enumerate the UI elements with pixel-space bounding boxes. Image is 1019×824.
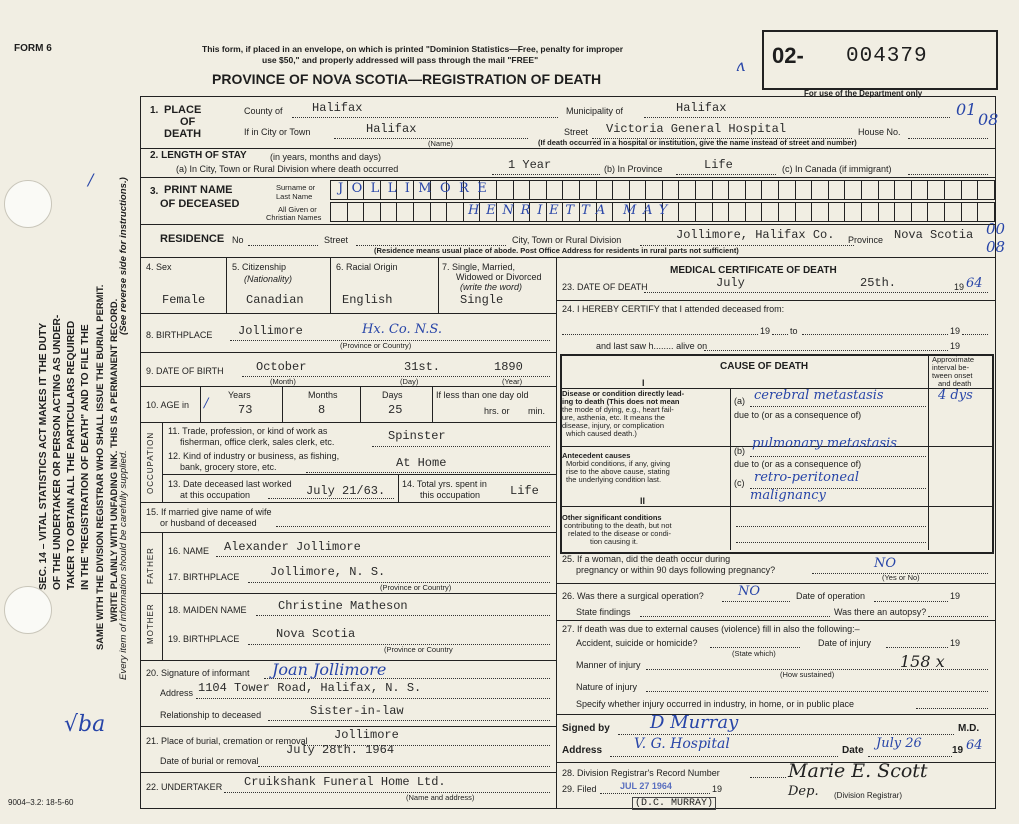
lessday-label: If less than one day old	[436, 390, 529, 400]
county-value: Halifax	[312, 101, 363, 115]
addr-value: V. G. Hospital	[634, 736, 730, 752]
spouse-label-b: or husband of deceased	[160, 518, 257, 528]
mother-bp-label: 19. BIRTHPLACE	[168, 634, 240, 644]
lastworked-line	[268, 498, 394, 499]
surgery-value: NO	[738, 584, 761, 599]
punch-hole-top	[4, 180, 52, 228]
dept-code-2: 08	[978, 110, 999, 129]
side-line-1: SEC. 14 – VITAL STATISTICS ACT MAKES IT THE DUTY	[38, 322, 49, 590]
name-label-b: OF DECEASED	[160, 198, 240, 210]
rule-7	[140, 386, 556, 387]
burial-date: July 28th. 1964	[286, 743, 395, 757]
name-label-a: PRINT NAME	[164, 184, 233, 196]
industry-value: At Home	[396, 456, 447, 470]
dod-year-prefix: 19	[954, 282, 965, 292]
side-line-8: Every item of information should be carefully supplied.	[118, 450, 129, 680]
medical-heading: MEDICAL CERTIFICATE OF DEATH	[670, 265, 837, 276]
injury-date-line	[886, 647, 948, 648]
place-label-c: DEATH	[164, 128, 202, 140]
given-label-b: Christian Names	[266, 213, 322, 222]
dod-label: 23. DATE OF DEATH	[562, 282, 648, 292]
father-name-line	[216, 556, 550, 557]
form-number: FORM 6	[14, 43, 52, 54]
side-line-5: SAME WITH THE DIVISION REGISTRAR WHO SHALL ISSUE THE BURIAL PERMIT.	[94, 284, 105, 650]
cause-a-label: (a)	[734, 396, 745, 406]
place-num: 1.	[150, 105, 159, 116]
mother-side: MOTHER	[146, 603, 155, 644]
dob-month: October	[256, 360, 307, 374]
dob-day: 31st.	[404, 360, 441, 374]
md-label: M.D.	[958, 723, 980, 734]
residence-division-label: City, Town or Rural Division	[512, 235, 622, 245]
spouse-line	[276, 526, 550, 527]
disease-e: disease, injury, or complication	[562, 421, 664, 430]
certify-line-4	[962, 334, 988, 335]
rule-m4	[556, 714, 996, 715]
dept-code-4: 08	[986, 238, 1006, 256]
rule-8	[140, 422, 556, 423]
regnum-label: 28. Division Registrar's Record Number	[562, 768, 720, 778]
alive-label: and last saw h........ alive on	[596, 341, 708, 351]
cause-a-line	[750, 406, 926, 407]
antecedent-c: rise to the above cause, stating	[566, 467, 670, 476]
page-title: PROVINCE OF NOVA SCOTIA—REGISTRATION OF DEATH	[212, 71, 602, 87]
blue-mark: ʌ	[736, 56, 746, 75]
totalyrs-label-a: 14. Total yrs. spent in	[402, 479, 487, 489]
parent-divider	[162, 532, 163, 660]
pregnancy-caption: (Yes or No)	[882, 573, 920, 582]
age-years: 73	[238, 403, 253, 417]
house-line	[908, 138, 988, 139]
birthplace-caption: (Province or Country)	[340, 341, 412, 350]
lastworked-value: July 21/63.	[306, 484, 386, 498]
stay-a-value: 1 Year	[508, 158, 552, 172]
registration-number: 004379	[846, 45, 928, 68]
certify-line-1	[562, 334, 758, 335]
findings-line	[640, 616, 830, 617]
origin-value: English	[342, 293, 393, 307]
accident-label: Accident, suicide or homicide?	[576, 638, 698, 648]
pregnancy-value: NO	[874, 556, 897, 571]
dob-year: 1890	[494, 360, 523, 374]
state-findings: State findings	[576, 607, 631, 617]
dod-line	[644, 292, 988, 293]
father-bp: Jollimore, N. S.	[270, 565, 386, 579]
antecedent-a: Antecedent causes	[562, 451, 631, 460]
age-divider-4	[432, 386, 433, 422]
op-date-19: 19	[950, 591, 961, 601]
interval-a: Approximate	[932, 355, 975, 364]
side-line-4: IN THE "REGISTRATION OF DEATH" AND TO FILE THE	[80, 324, 91, 590]
roman-ii: II	[640, 496, 646, 506]
check-mark: /	[88, 170, 94, 189]
mother-name: Christine Matheson	[278, 599, 408, 613]
cause-b-line	[750, 456, 926, 457]
signed-label: Signed by	[562, 723, 610, 734]
dob-day-caption: (Day)	[400, 377, 419, 386]
side-line-3: TAKER TO OBTAIN ALL THE PARTICULARS REQUIRED	[66, 320, 77, 590]
due-to-2: due to (or as a consequence of)	[734, 459, 862, 469]
rule-2	[140, 177, 996, 178]
antecedent-d: the underlying condition last.	[566, 475, 662, 484]
mother-bp: Nova Scotia	[276, 627, 356, 641]
roman-i: I	[642, 378, 645, 388]
burial-label: 21. Place of burial, cremation or removal	[146, 736, 308, 746]
rule-9	[140, 502, 556, 503]
certify-line-2	[772, 334, 788, 335]
disease-f: which caused death.)	[566, 429, 637, 438]
county-label: County of	[244, 106, 283, 116]
citizenship-label: 5. Citizenship	[232, 262, 287, 272]
undertaker-value: Cruikshank Funeral Home Ltd.	[244, 775, 446, 789]
nature-line	[646, 691, 988, 692]
rule-bottom	[140, 808, 996, 809]
given-label-a: All Given or	[278, 205, 317, 214]
rule-13	[140, 726, 556, 727]
date-19: 19	[952, 745, 964, 756]
registration-prefix: 02-	[772, 43, 804, 68]
city-label: If in City or Town	[244, 127, 311, 137]
age-days: 25	[388, 403, 403, 417]
cause-c-label: (c)	[734, 478, 745, 488]
status-label-b: Widowed or Divorced	[456, 272, 542, 282]
mother-name-label: 18. MAIDEN NAME	[168, 605, 247, 615]
other-b: contributing to the death, but not	[564, 521, 672, 530]
name-num: 3.	[150, 186, 159, 197]
form-print-code: 9004–3.2: 18-5-60	[8, 798, 74, 807]
addr-label: Address	[562, 745, 603, 756]
residence-label: RESIDENCE	[160, 233, 225, 245]
days-label: Days	[382, 390, 403, 400]
trade-value: Spinster	[388, 429, 446, 443]
stay-label: 2. LENGTH OF STAY	[150, 150, 247, 161]
citizenship-divider	[330, 257, 331, 313]
autopsy-line	[928, 616, 988, 617]
dob-month-caption: (Month)	[270, 377, 296, 386]
age-divider-2	[282, 386, 283, 422]
occupation-divider	[162, 422, 163, 502]
external-label: 27. If death was due to external causes (violence) fill in also the following:–	[562, 624, 860, 634]
lastworked-label-b: at this occupation	[180, 490, 251, 500]
residence-street-label: Street	[324, 235, 349, 245]
other-c: related to the disease or condi-	[568, 529, 671, 538]
street-value: Victoria General Hospital	[606, 122, 787, 136]
street-label: Street	[564, 127, 589, 137]
dob-year-caption: (Year)	[502, 377, 523, 386]
nature-label: Nature of injury	[576, 682, 638, 692]
relationship-value: Sister-in-law	[310, 704, 404, 718]
rule-m5	[556, 762, 996, 763]
alive-19: 19	[950, 341, 961, 351]
cause-label-divider	[730, 388, 731, 550]
rule-5	[140, 313, 556, 314]
place-label-a: PLACE	[164, 104, 202, 116]
certify-line-3	[802, 334, 948, 335]
margin-check-mark: √ba	[64, 712, 106, 737]
interval-value: 4 dys	[938, 388, 973, 403]
rule-10	[140, 532, 556, 533]
city-caption: (Name)	[428, 139, 454, 148]
house-label: House No.	[858, 127, 901, 137]
due-to-1: due to (or as a consequence of)	[734, 410, 862, 420]
mother-bp-caption: (Province or Country	[384, 645, 453, 654]
disease-c: the mode of dying, e.g., heart fail-	[562, 405, 674, 414]
father-bp-caption: (Province or Country)	[380, 583, 452, 592]
rule-6	[140, 352, 556, 353]
rule-3	[140, 224, 996, 225]
how-caption: (How sustained)	[780, 670, 835, 679]
residence-division-value: Jollimore, Halifax Co.	[676, 228, 835, 242]
stay-a-label: (a) In City, Town or Rural Division where death occurred	[176, 164, 399, 174]
autopsy-label: Was there an autopsy?	[834, 607, 927, 617]
surname-label-a: Surname or	[276, 183, 316, 192]
age-months: 8	[318, 403, 326, 417]
spouse-label-a: 15. If married give name of wife	[146, 507, 272, 517]
sex-divider	[226, 257, 227, 313]
lastworked-label-a: 13. Date deceased last worked	[168, 479, 292, 489]
pregnancy-label-a: 25. If a woman, did the death occur during	[562, 554, 731, 564]
status-label-a: 7. Single, Married,	[442, 262, 516, 272]
city-value: Halifax	[366, 122, 417, 136]
address-line	[196, 698, 550, 699]
surgery-label: 26. Was there a surgical operation?	[562, 591, 704, 601]
occupation-side: OCCUPATION	[146, 431, 155, 494]
stay-b-line	[676, 174, 776, 175]
hospital-note: (If death occurred in a hospital or institution, give the name instead of street and number)	[538, 138, 857, 147]
disease-b: ing to death (This does not mean	[562, 397, 680, 406]
rule-m3	[556, 620, 996, 621]
age-label: 10. AGE in	[146, 400, 190, 410]
signed-signature: D Murray	[650, 712, 739, 733]
date-line	[868, 756, 952, 757]
residence-no-label: No	[232, 235, 244, 245]
stay-c-line	[908, 174, 988, 175]
hrs-label: hrs. or	[484, 406, 510, 416]
interval-divider	[928, 354, 929, 550]
years-label: Years	[228, 390, 251, 400]
cause-rule-3	[560, 506, 992, 507]
county-line	[292, 117, 558, 118]
registrar-signature: Marie E. Scott	[788, 760, 928, 782]
stay-b-label: (b) In Province	[604, 164, 663, 174]
trade-line	[372, 446, 550, 447]
father-side: FATHER	[146, 547, 155, 584]
date-value: July 26	[876, 736, 922, 751]
surgery-line	[722, 601, 790, 602]
typed-md: (D.C. MURRAY)	[632, 797, 716, 810]
address-label: Address	[160, 688, 194, 698]
dob-label: 9. DATE OF BIRTH	[146, 366, 224, 376]
rule-m1	[556, 300, 996, 301]
burial-date-line	[258, 766, 550, 767]
state-which: (State which)	[732, 649, 776, 658]
rule-m2	[556, 583, 996, 584]
industry-label-b: bank, grocery store, etc.	[180, 462, 277, 472]
place-label-b: OF	[180, 116, 196, 128]
certify-label: 24. I HEREBY CERTIFY that I attended deceased from:	[562, 304, 785, 314]
undertaker-line	[224, 792, 550, 793]
citizenship-sub: (Nationality)	[244, 274, 293, 284]
signed-line	[618, 734, 954, 735]
birthplace-value: Jollimore	[238, 324, 303, 338]
totalyrs-divider	[398, 474, 399, 502]
birthplace-label: 8. BIRTHPLACE	[146, 330, 213, 340]
undertaker-caption: (Name and address)	[406, 793, 475, 802]
undertaker-label: 22. UNDERTAKER	[146, 782, 223, 792]
op-date-label: Date of operation	[796, 591, 866, 601]
industry-label-a: 12. Kind of industry or business, as fishing,	[168, 451, 340, 461]
informant-label: 20. Signature of informant	[146, 668, 250, 678]
given-value: HENRIETTA MAY	[468, 203, 675, 218]
totalyrs-value: Life	[510, 484, 539, 498]
filed-label: 29. Filed	[562, 784, 597, 794]
origin-divider	[438, 257, 439, 313]
cause-b-label: (b)	[734, 446, 745, 456]
residence-no-line	[248, 245, 318, 246]
sex-value: Female	[162, 293, 206, 307]
op-date-line	[874, 601, 948, 602]
other-d: tion causing it.	[590, 537, 638, 546]
specify-line	[916, 708, 988, 709]
surname-label-b: Last Name	[276, 192, 313, 201]
date-label: Date	[842, 745, 864, 756]
column-divider	[556, 257, 557, 808]
burial-date-label: Date of burial or removal	[160, 756, 259, 766]
injury-date-label: Date of injury	[818, 638, 872, 648]
residence-province-label: Province	[848, 235, 884, 245]
stay-sub: (in years, months and days)	[270, 152, 382, 162]
dept-code-1: 01	[956, 100, 977, 119]
registrar-caption: (Division Registrar)	[834, 791, 903, 800]
side-line-7: (See reverse side for instructions.)	[118, 177, 129, 335]
relationship-label: Relationship to deceased	[160, 710, 262, 720]
age-check: /	[204, 396, 209, 411]
cause-a-value: cerebral metastasis	[754, 388, 884, 403]
rule-occ	[162, 474, 556, 475]
other-line-2	[736, 542, 926, 543]
stay-b-value: Life	[704, 158, 733, 172]
trade-label-b: fisherman, office clerk, sales clerk, etc.	[180, 437, 335, 447]
cause-heading: CAUSE OF DEATH	[720, 361, 809, 372]
informant-signature: Joan Jollimore	[272, 660, 387, 679]
manner-label: Manner of injury	[576, 660, 641, 670]
age-divider-3	[360, 386, 361, 422]
cause-c-value-2: malignancy	[750, 488, 826, 503]
other-a: Other significant conditions	[562, 513, 662, 522]
address-value: 1104 Tower Road, Halifax, N. S.	[198, 681, 422, 695]
residence-note: (Residence means usual place of abode. Post Office Address for residents in rural parts not sufficient)	[374, 246, 739, 255]
side-line-6: WRITE PLAINLY WITH UNFADING INK. THIS IS A PERMANENT RECORD.	[108, 298, 119, 622]
totalyrs-label-b: this occupation	[420, 490, 481, 500]
status-label-c: (write the word)	[460, 282, 523, 292]
citizenship-value: Canadian	[246, 293, 304, 307]
accident-line	[710, 647, 800, 648]
municipality-line	[644, 117, 950, 118]
rule-11	[140, 593, 556, 594]
municipality-value: Halifax	[676, 101, 727, 115]
regnum-line	[750, 777, 786, 778]
punch-hole-bottom	[4, 586, 52, 634]
manner-mark: 158 x	[900, 652, 945, 671]
trade-label-a: 11. Trade, profession, or kind of work as	[168, 426, 328, 436]
stay-c-label: (c) In Canada (if immigrant)	[782, 164, 892, 174]
dep-label: Dep.	[788, 784, 819, 799]
rule-4	[140, 257, 996, 258]
interval-c: tween onset	[932, 371, 973, 380]
cause-c-value-1: retro-peritoneal	[754, 470, 859, 485]
father-name-label: 16. NAME	[168, 546, 210, 556]
mother-name-line	[256, 615, 550, 616]
disease-a: Disease or condition directly lead-	[562, 389, 685, 398]
status-value: Single	[460, 293, 504, 307]
father-bp-label: 17. BIRTHPLACE	[168, 572, 240, 582]
antecedent-b: Morbid conditions, if any, giving	[566, 459, 671, 468]
alive-line	[704, 350, 948, 351]
filed-stamp: JUL 27 1964	[620, 781, 672, 791]
disease-d: ure, asthenia, etc. It means the	[562, 413, 665, 422]
residence-province-value: Nova Scotia	[894, 228, 974, 242]
father-name: Alexander Jollimore	[224, 540, 361, 554]
specify-label: Specify whether injury occurred in industry, in home, or in public place	[576, 699, 854, 709]
certify-19-a: 19	[760, 326, 771, 336]
other-line-1	[736, 526, 926, 527]
rule-14	[140, 772, 556, 773]
main-frame-left	[140, 96, 141, 808]
industry-line	[306, 472, 550, 473]
filed-19: 19	[712, 784, 723, 794]
min-label: min.	[528, 406, 546, 416]
burial-value: Jollimore	[334, 728, 399, 742]
dod-day: 25th.	[860, 276, 897, 290]
municipality-label: Municipality of	[566, 106, 624, 116]
dod-month: July	[716, 276, 745, 290]
surname-value: JOLLIMORE	[338, 181, 496, 196]
filed-line	[600, 793, 710, 794]
pregnancy-label-b: pregnancy or within 90 days following pregnancy?	[576, 565, 776, 575]
date-year: 64	[966, 738, 983, 753]
dept-code-3: 00	[986, 220, 1006, 238]
main-frame-right	[995, 96, 996, 808]
birthplace-hand: Hx. Co. N.S.	[362, 322, 442, 337]
age-divider-1	[200, 386, 201, 422]
mail-notice-2: use $50," and properly addressed will pass through the mail "FREE"	[262, 55, 539, 65]
stay-a-line	[492, 174, 600, 175]
relationship-line	[268, 720, 550, 721]
rule-1	[140, 148, 996, 149]
dod-year: 64	[966, 276, 983, 291]
certify-19-b: 19	[950, 326, 961, 336]
interval-b: interval be-	[932, 363, 970, 372]
sex-label: 4. Sex	[146, 262, 172, 272]
certify-to: to	[790, 326, 798, 336]
injury-date-19: 19	[950, 638, 961, 648]
months-label: Months	[308, 390, 338, 400]
mail-notice-1: This form, if placed in an envelope, on which is printed "Dominion Statistics—Free, penalty for improper	[202, 44, 624, 54]
cause-b-value: pulmonary metastasis	[752, 436, 897, 451]
origin-label: 6. Racial Origin	[336, 262, 398, 272]
addr-line	[610, 756, 838, 757]
side-line-2: OF THE UNDERTAKER OR PERSON ACTING AS UNDER-	[52, 314, 63, 590]
interval-d: and death	[938, 379, 972, 388]
dept-use-note: For use of the Department only	[804, 89, 923, 98]
